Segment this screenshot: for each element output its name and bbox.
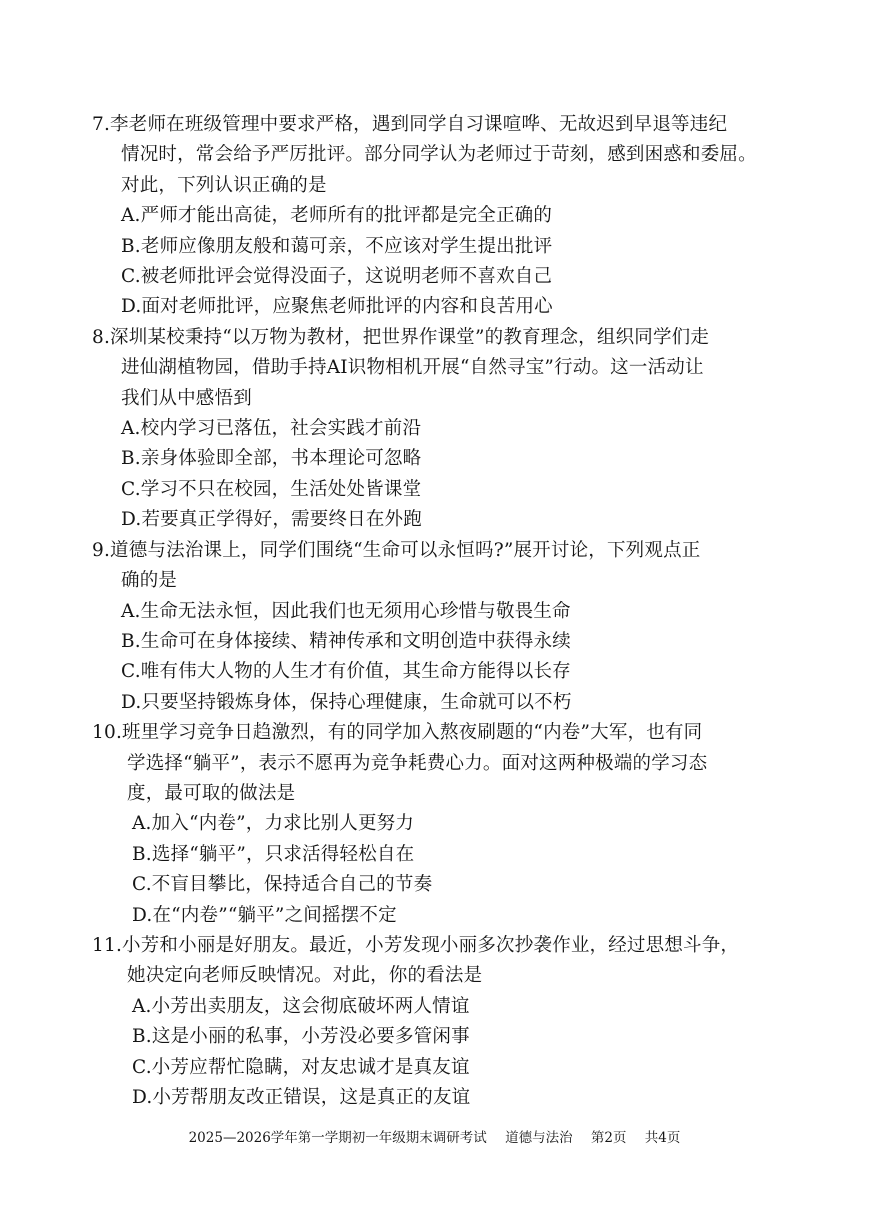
- question-list: [92, 110, 782, 1113]
- stem-line: 进仙湖植物园，借助手持AI识物相机开展“自然寻宝”行动。这一活动让: [121, 357, 704, 379]
- option-b: B.亲身体验即全部，书本理论可忽略: [121, 448, 422, 470]
- stem-line: 我们从中感悟到: [121, 387, 252, 409]
- option-d: D.面对老师批评，应聚焦老师批评的内容和良苦用心: [121, 296, 553, 318]
- subject-name: 道德与法治: [505, 1130, 573, 1146]
- option-c: C.不盲目攀比，保持适合自己的节奏: [132, 874, 433, 896]
- page-number: 第2页: [590, 1130, 627, 1146]
- question-stem: [92, 110, 782, 201]
- stem-line: 对此，下列认识正确的是: [121, 174, 327, 196]
- option-b: B.这是小丽的私事，小芳没必要多管闲事: [132, 1026, 470, 1048]
- exam-title: 2025—2026学年第一学期初一年级期末调研考试: [188, 1130, 487, 1146]
- option-a: A.加入“内卷”，力求比别人更努力: [132, 813, 415, 835]
- option-d: D.若要真正学得好，需要终日在外跑: [121, 509, 422, 531]
- option-a: A.小芳出卖朋友，这会彻底破坏两人情谊: [132, 995, 470, 1017]
- option-b: B.老师应像朋友般和蔼可亲，不应该对学生提出批评: [121, 235, 553, 257]
- stem-line: 8.深圳某校秉持“以万物为教材，把世界作课堂”的教育理念，组织同学们走: [92, 326, 710, 348]
- option-c: C.学习不只在校园，生活处处皆课堂: [121, 478, 422, 500]
- question-7: [92, 110, 782, 323]
- option-d: D.在“内卷”“躺平”之间摇摆不定: [132, 904, 397, 926]
- question-9: [92, 536, 782, 718]
- question-10: [92, 718, 782, 931]
- question-stem: [92, 536, 782, 597]
- option-c: C.唯有伟大人物的人生才有价值，其生命方能得以长存: [121, 661, 571, 683]
- stem-line: 她决定向老师反映情况。对此，你的看法是: [127, 965, 483, 987]
- question-11: [92, 931, 782, 1113]
- option-b: B.生命可在身体接续、精神传承和文明创造中获得永续: [121, 630, 571, 652]
- option-b: B.选择“躺平”，只求活得轻松自在: [132, 843, 415, 865]
- stem-line: 情况时，常会给予严厉批评。部分同学认为老师过于苛刻，感到困惑和委屈。: [121, 144, 757, 166]
- question-8: [92, 323, 782, 536]
- stem-line: 11.小芳和小丽是好朋友。最近，小芳发现小丽多次抄袭作业，经过思想斗争，: [92, 934, 740, 956]
- option-a: A.生命无法永恒，因此我们也无须用心珍惜与敬畏生命: [121, 600, 571, 622]
- page-total: 共4页: [644, 1130, 681, 1146]
- stem-line: 9.道德与法治课上，同学们围绕“生命可以永恒吗?”展开讨论，下列观点正: [92, 539, 701, 561]
- option-d: D.小芳帮朋友改正错误，这是真正的友谊: [132, 1087, 471, 1108]
- option-c: C.小芳应帮忙隐瞒，对友忠诚才是真友谊: [132, 1056, 470, 1078]
- option-a: A.校内学习已落伍，社会实践才前沿: [121, 418, 422, 440]
- stem-line: 7.李老师在班级管理中要求严格，遇到同学自习课喧哗、无故迟到早退等违纪: [92, 114, 728, 135]
- option-a: A.严师才能出高徒，老师所有的批评都是完全正确的: [121, 205, 553, 227]
- stem-line: 学选择“躺平”，表示不愿再为竞争耗费心力。面对这两种极端的学习态: [127, 752, 708, 774]
- question-stem: [92, 718, 782, 809]
- page-footer: [0, 1126, 869, 1146]
- stem-line: 度，最可取的做法是: [127, 782, 296, 804]
- question-stem: [92, 931, 782, 992]
- option-c: C.被老师批评会觉得没面子，这说明老师不喜欢自己: [121, 266, 553, 288]
- stem-line: 10.班里学习竞争日趋激烈，有的同学加入熬夜刷题的“内卷”大军，也有同: [92, 722, 703, 744]
- question-stem: [92, 323, 782, 414]
- stem-line: 确的是: [121, 570, 178, 592]
- option-d: D.只要坚持锻炼身体，保持心理健康，生命就可以不朽: [121, 691, 572, 713]
